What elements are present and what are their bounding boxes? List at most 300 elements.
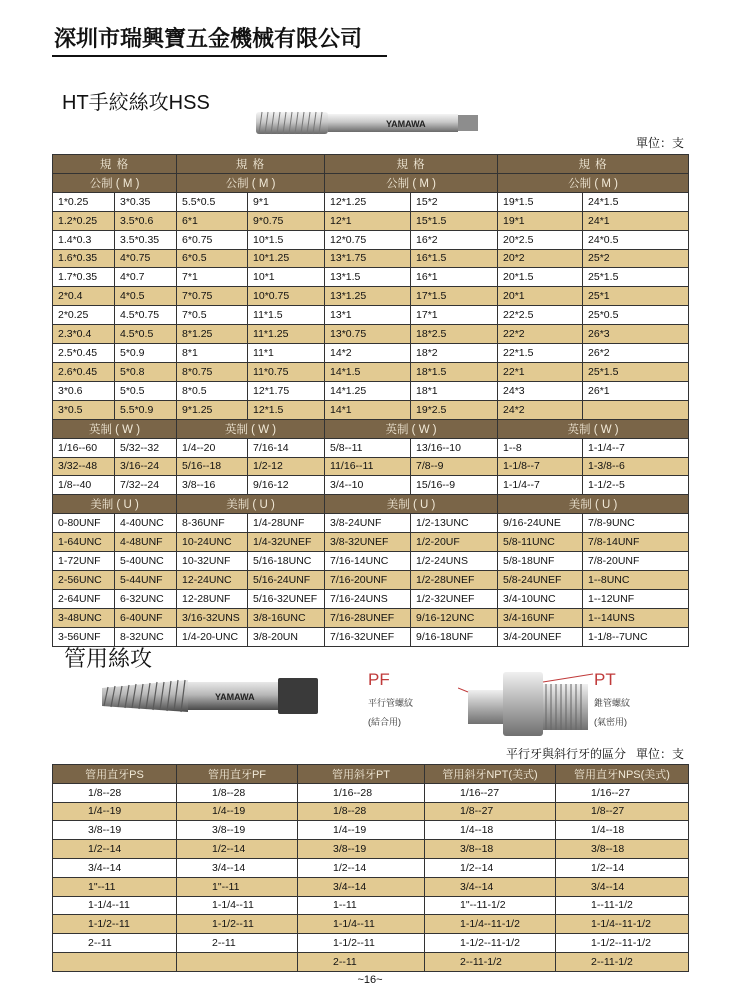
table-cell: 22*2 [498, 325, 583, 344]
table-cell: 1.4*0.3 [53, 230, 115, 249]
table-cell: 3/16--24 [115, 457, 177, 476]
table-cell: 4-40UNC [115, 514, 177, 533]
table-row [53, 306, 689, 325]
table-cell: 5*0.9 [115, 344, 177, 363]
table-row [53, 287, 689, 306]
table-cell: 3/8-32UNEF [325, 533, 411, 552]
table-cell: 9*1.25 [177, 400, 248, 419]
header-row [53, 765, 689, 784]
table-cell: 3*0.35 [115, 192, 177, 211]
table-cell: 13*1.5 [325, 268, 411, 287]
table-cell: 5/8-24UNEF [498, 570, 583, 589]
table-cell: 1-1/4--11 [177, 896, 298, 915]
table-cell: 13*1 [325, 306, 411, 325]
table-cell: 12*0.75 [325, 230, 411, 249]
table-cell: 1/4-32UNEF [248, 533, 325, 552]
table-cell: 22*2.5 [498, 306, 583, 325]
column-header: 英制 ( W ) [53, 419, 177, 438]
table-cell: 11*1 [248, 344, 325, 363]
table-cell: 16*1 [411, 268, 498, 287]
table-cell: 14*1.5 [325, 362, 411, 381]
table-cell: 2*0.4 [53, 287, 115, 306]
table-cell: 1-1/4--11-1/2 [556, 915, 689, 934]
thread-difference-caption [506, 745, 684, 762]
table-cell: 3/8--18 [425, 840, 556, 859]
table-cell: 1/8--28 [298, 802, 425, 821]
table-cell: 3/4--14 [556, 877, 689, 896]
table-cell: 1-64UNC [53, 533, 115, 552]
table-cell: 1/2-24UNS [411, 552, 498, 571]
table-row [53, 381, 689, 400]
table-cell: 4*0.5 [115, 287, 177, 306]
table-cell: 3*0.6 [53, 381, 115, 400]
table-cell: 10*1.25 [248, 249, 325, 268]
pt-sub-label: 錐管螺紋 [594, 698, 631, 708]
table-cell: 5/8-11UNC [498, 533, 583, 552]
table-cell: 7/16-28UNEF [325, 608, 411, 627]
table-cell: 18*2.5 [411, 325, 498, 344]
table-row [53, 192, 689, 211]
table-cell: 8*1 [177, 344, 248, 363]
table-row [53, 934, 689, 953]
column-header: 規 格 [325, 155, 498, 174]
table-cell: 1-1/4--11 [298, 915, 425, 934]
table-cell: 2--11 [53, 934, 177, 953]
table-cell: 25*1 [583, 287, 689, 306]
table-cell: 3/8--18 [556, 840, 689, 859]
table-cell: 17*1 [411, 306, 498, 325]
table-cell: 1--8 [498, 438, 583, 457]
table-cell: 14*1 [325, 400, 411, 419]
table-cell: 1/4--19 [53, 802, 177, 821]
table-cell: 1/8--28 [177, 783, 298, 802]
table-cell: 3*0.5 [53, 400, 115, 419]
table-cell: 2--11 [177, 934, 298, 953]
table-cell: 5.5*0.5 [177, 192, 248, 211]
table-cell: 19*2.5 [411, 400, 498, 419]
table-cell: 1/4--20 [177, 438, 248, 457]
table-cell: 1/4--18 [556, 821, 689, 840]
table-row [53, 230, 689, 249]
table-cell: 7/16-24UNS [325, 589, 411, 608]
table-cell: 24*2 [498, 400, 583, 419]
table-cell [177, 952, 298, 971]
table-cell: 10*0.75 [248, 287, 325, 306]
table-row [53, 476, 689, 495]
page-number: ~16~ [357, 974, 383, 986]
header-row [53, 419, 689, 438]
column-header: 規 格 [53, 155, 177, 174]
table-cell: 3.5*0.6 [115, 211, 177, 230]
table-cell: 4.5*0.5 [115, 325, 177, 344]
table-row [53, 877, 689, 896]
table-cell: 3/4--14 [53, 858, 177, 877]
table-cell: 12*1.75 [248, 381, 325, 400]
table-row [53, 802, 689, 821]
difference-label: 平行牙與斜行牙的區分 [505, 747, 626, 761]
table-cell: 7/8--9 [411, 457, 498, 476]
table-row [53, 514, 689, 533]
table-cell: 1-1/2--5 [583, 476, 689, 495]
table-row [53, 915, 689, 934]
table-cell: 1-1/2--11 [298, 934, 425, 953]
section-title-pipe-tap: 管用絲攻 [64, 646, 153, 671]
table-cell: 7/16-32UNEF [325, 627, 411, 646]
table-cell: 1/16--60 [53, 438, 115, 457]
table-cell: 0-80UNF [53, 514, 115, 533]
table-cell: 3/8--19 [53, 821, 177, 840]
table-cell: 10-32UNF [177, 552, 248, 571]
table-cell: 2-64UNF [53, 589, 115, 608]
table-cell: 1*0.25 [53, 192, 115, 211]
pipe-tap-brand-text: YAMAWA [215, 692, 255, 702]
table-cell: 1/2-13UNC [411, 514, 498, 533]
table-cell: 3/8-20UN [248, 627, 325, 646]
table-row [53, 400, 689, 419]
table-row [53, 268, 689, 287]
table-cell: 1/4--18 [425, 821, 556, 840]
pt-callout [594, 670, 684, 740]
column-header: 美制 ( U ) [498, 495, 689, 514]
table-cell: 2--11-1/2 [556, 952, 689, 971]
table-cell: 5*0.8 [115, 362, 177, 381]
table-cell: 19*1.5 [498, 192, 583, 211]
table-cell: 26*2 [583, 344, 689, 363]
table-cell: 1-1/2--11 [53, 915, 177, 934]
table-cell: 3/4-16UNF [498, 608, 583, 627]
column-header: 公制 ( M ) [177, 173, 325, 192]
table-cell: 3/4-20UNEF [498, 627, 583, 646]
table-cell: 20*2.5 [498, 230, 583, 249]
table-cell: 3/8--19 [298, 840, 425, 859]
table-cell: 3/32--48 [53, 457, 115, 476]
table-cell: 10-24UNC [177, 533, 248, 552]
table-row [53, 211, 689, 230]
table-cell: 20*1.5 [498, 268, 583, 287]
hand-tap-image [254, 100, 480, 146]
table-cell: 5/8-18UNF [498, 552, 583, 571]
table-cell: 7/8-9UNC [583, 514, 689, 533]
pt-label: PT [594, 670, 616, 689]
table-cell: 2.6*0.45 [53, 362, 115, 381]
table-cell: 1/4-28UNF [248, 514, 325, 533]
table-cell: 24*0.5 [583, 230, 689, 249]
pf-sub-label: 平行管螺紋 [368, 698, 414, 708]
table-cell: 16*2 [411, 230, 498, 249]
table-cell: 6*0.75 [177, 230, 248, 249]
table-cell: 5-40UNC [115, 552, 177, 571]
table-cell: 3/4-10UNC [498, 589, 583, 608]
table-cell: 13*1.25 [325, 287, 411, 306]
table-cell: 3/8--19 [177, 821, 298, 840]
table-cell: 25*1.5 [583, 268, 689, 287]
table-cell: 18*1.5 [411, 362, 498, 381]
table-row [53, 362, 689, 381]
table-cell: 1/2-32UNEF [411, 589, 498, 608]
table-cell: 8-36UNF [177, 514, 248, 533]
table-cell: 1/4--19 [177, 802, 298, 821]
table-row [53, 457, 689, 476]
table-cell: 8*0.75 [177, 362, 248, 381]
table-cell: 1"--11-1/2 [425, 896, 556, 915]
table-cell: 3/4--14 [177, 858, 298, 877]
table-cell: 4.5*0.75 [115, 306, 177, 325]
table-cell: 12*1 [325, 211, 411, 230]
table-cell: 3/4--14 [425, 877, 556, 896]
table-row [53, 325, 689, 344]
header-row [53, 495, 689, 514]
table-cell: 3.5*0.35 [115, 230, 177, 249]
table-cell: 1/2-12 [248, 457, 325, 476]
table-cell: 5/8--11 [325, 438, 411, 457]
table-cell: 1/2--14 [53, 840, 177, 859]
table-cell: 1/8--28 [53, 783, 177, 802]
table-cell: 1-3/8--6 [583, 457, 689, 476]
table-cell: 7*0.75 [177, 287, 248, 306]
column-header: 規 格 [177, 155, 325, 174]
table-cell: 1-1/8--7UNC [583, 627, 689, 646]
table-row [53, 952, 689, 971]
table-cell: 1/16--27 [425, 783, 556, 802]
table-cell: 3-48UNC [53, 608, 115, 627]
table-cell: 1-1/8--7 [498, 457, 583, 476]
column-header: 管用斜牙NPT(美式) [425, 765, 556, 784]
table-cell: 7/8-14UNF [583, 533, 689, 552]
table-cell: 5/16-18UNC [248, 552, 325, 571]
table-cell [53, 952, 177, 971]
table-cell: 24*3 [498, 381, 583, 400]
table-cell: 1-1/4--7 [498, 476, 583, 495]
table-cell: 4*0.75 [115, 249, 177, 268]
table-cell: 3/16-32UNS [177, 608, 248, 627]
table-row [53, 552, 689, 571]
table-cell: 6-40UNF [115, 608, 177, 627]
table-cell: 1.6*0.35 [53, 249, 115, 268]
column-header: 公制 ( M ) [498, 173, 689, 192]
table-cell: 14*2 [325, 344, 411, 363]
table-cell: 7/8-20UNF [583, 552, 689, 571]
table-cell: 26*1 [583, 381, 689, 400]
table-cell: 9/16-12UNC [411, 608, 498, 627]
table-cell: 22*1 [498, 362, 583, 381]
table-row [53, 858, 689, 877]
table-cell: 3/4--14 [298, 877, 425, 896]
table-row [53, 570, 689, 589]
table-cell: 1"--11 [177, 877, 298, 896]
column-header: 管用直牙NPS(美式) [556, 765, 689, 784]
table-row [53, 438, 689, 457]
table-cell: 2.3*0.4 [53, 325, 115, 344]
table-cell: 19*1 [498, 211, 583, 230]
table-cell: 7*1 [177, 268, 248, 287]
unit-label-2: 單位：支 [635, 747, 684, 761]
table-cell: 1--12UNF [583, 589, 689, 608]
table-cell [583, 400, 689, 419]
table-cell: 1/2--14 [177, 840, 298, 859]
table-cell: 13/16--10 [411, 438, 498, 457]
table-cell: 9/16-12 [248, 476, 325, 495]
table-cell: 1.2*0.25 [53, 211, 115, 230]
table-cell: 1.7*0.35 [53, 268, 115, 287]
table-cell: 10*1.5 [248, 230, 325, 249]
table-cell: 11/16--11 [325, 457, 411, 476]
table-cell: 2.5*0.45 [53, 344, 115, 363]
table-row [53, 896, 689, 915]
column-header: 英制 ( W ) [177, 419, 325, 438]
table-cell: 1/2--14 [298, 858, 425, 877]
pipe-thread-table [52, 764, 689, 972]
column-header: 管用直牙PS [53, 765, 177, 784]
pipe-fitting-image [458, 660, 598, 740]
table-cell: 8*1.25 [177, 325, 248, 344]
table-cell: 7/16-20UNF [325, 570, 411, 589]
header-row [53, 173, 689, 192]
table-cell: 1/2--14 [556, 858, 689, 877]
table-row [53, 533, 689, 552]
column-header: 美制 ( U ) [177, 495, 325, 514]
table-cell: 13*0.75 [325, 325, 411, 344]
table-cell: 3/8--16 [177, 476, 248, 495]
table-cell: 1-1/4--7 [583, 438, 689, 457]
table-cell: 26*3 [583, 325, 689, 344]
table-cell: 9*1 [248, 192, 325, 211]
column-header: 公制 ( M ) [325, 173, 498, 192]
table-cell: 5/32--32 [115, 438, 177, 457]
table-cell: 1/4--19 [298, 821, 425, 840]
table-cell: 5.5*0.9 [115, 400, 177, 419]
unit-label: 單位：支 [635, 136, 684, 150]
column-header: 美制 ( U ) [325, 495, 498, 514]
table-row [53, 840, 689, 859]
table-cell: 9*0.75 [248, 211, 325, 230]
table-cell: 15/16--9 [411, 476, 498, 495]
table-cell: 12-24UNC [177, 570, 248, 589]
table-row [53, 783, 689, 802]
column-header: 管用斜牙PT [298, 765, 425, 784]
company-underline [52, 55, 387, 57]
table-cell: 3/4--10 [325, 476, 411, 495]
table-cell: 6-32UNC [115, 589, 177, 608]
table-cell: 17*1.5 [411, 287, 498, 306]
table-cell: 1-72UNF [53, 552, 115, 571]
table-cell: 11*0.75 [248, 362, 325, 381]
table-cell: 3-56UNF [53, 627, 115, 646]
table-cell: 9/16-24UNE [498, 514, 583, 533]
table-cell: 2--11-1/2 [425, 952, 556, 971]
company-name: 深圳市瑞興寶五金機械有限公司 [54, 26, 363, 51]
column-header: 規 格 [498, 155, 689, 174]
table-row [53, 821, 689, 840]
table-cell: 1/8--27 [425, 802, 556, 821]
pipe-tap-image [98, 666, 323, 726]
table-cell: 7/16-14UNC [325, 552, 411, 571]
table-cell: 18*1 [411, 381, 498, 400]
table-cell: 12-28UNF [177, 589, 248, 608]
table-cell: 5*0.5 [115, 381, 177, 400]
table-cell: 20*2 [498, 249, 583, 268]
table-cell: 25*1.5 [583, 362, 689, 381]
table-cell: 5-44UNF [115, 570, 177, 589]
table-cell: 16*1.5 [411, 249, 498, 268]
table-cell: 1/8--40 [53, 476, 115, 495]
table-cell: 4*0.7 [115, 268, 177, 287]
table-cell: 1"--11 [53, 877, 177, 896]
table-cell: 1/16--27 [556, 783, 689, 802]
table-cell: 2-56UNC [53, 570, 115, 589]
table-row [53, 344, 689, 363]
column-header: 公制 ( M ) [53, 173, 177, 192]
thread-spec-table [52, 154, 689, 647]
table-cell: 12*1.25 [325, 192, 411, 211]
table-cell: 1-1/2--11-1/2 [556, 934, 689, 953]
table-cell: 1--11 [298, 896, 425, 915]
table-cell: 5/16--18 [177, 457, 248, 476]
table-cell: 11*1.25 [248, 325, 325, 344]
table-cell: 1/2--14 [425, 858, 556, 877]
table-cell: 1/16--28 [298, 783, 425, 802]
pt-sub-note: (氣密用) [594, 717, 627, 727]
column-header: 英制 ( W ) [325, 419, 498, 438]
table-cell: 4-48UNF [115, 533, 177, 552]
table-cell: 1/8--27 [556, 802, 689, 821]
table-cell: 1-1/2--11-1/2 [425, 934, 556, 953]
table-row [53, 608, 689, 627]
table-cell: 11*1.5 [248, 306, 325, 325]
table-cell: 1-1/2--11 [177, 915, 298, 934]
table-cell: 24*1 [583, 211, 689, 230]
table-cell: 1--11-1/2 [556, 896, 689, 915]
pf-sub-note: (結合用) [368, 717, 401, 727]
column-header: 管用直牙PF [177, 765, 298, 784]
column-header: 英制 ( W ) [498, 419, 689, 438]
table-cell: 3/8-24UNF [325, 514, 411, 533]
table-cell: 5/16-24UNF [248, 570, 325, 589]
table-cell: 7/32--24 [115, 476, 177, 495]
table-cell: 15*1.5 [411, 211, 498, 230]
table-cell: 24*1.5 [583, 192, 689, 211]
table-cell: 1-1/4--11-1/2 [425, 915, 556, 934]
table-cell: 9/16-18UNF [411, 627, 498, 646]
table-cell: 20*1 [498, 287, 583, 306]
table-row [53, 589, 689, 608]
table-cell: 8-32UNC [115, 627, 177, 646]
column-header: 美制 ( U ) [53, 495, 177, 514]
table-cell: 14*1.25 [325, 381, 411, 400]
table-cell: 22*1.5 [498, 344, 583, 363]
table-cell: 10*1 [248, 268, 325, 287]
table-cell: 1--14UNS [583, 608, 689, 627]
table-cell: 25*2 [583, 249, 689, 268]
table-cell: 18*2 [411, 344, 498, 363]
table-cell: 6*0.5 [177, 249, 248, 268]
table-cell: 7/16-14 [248, 438, 325, 457]
table-row [53, 249, 689, 268]
pf-label: PF [368, 670, 390, 689]
table-cell: 3/8-16UNC [248, 608, 325, 627]
table-cell: 25*0.5 [583, 306, 689, 325]
table-cell: 1/2-28UNEF [411, 570, 498, 589]
table-cell: 15*2 [411, 192, 498, 211]
table-cell: 1/4-20-UNC [177, 627, 248, 646]
table-cell: 13*1.75 [325, 249, 411, 268]
section-title-ht-tap: HT手絞絲攻HSS [62, 92, 210, 114]
table-cell: 8*0.5 [177, 381, 248, 400]
pf-callout [368, 670, 468, 740]
header-row [53, 155, 689, 174]
table-cell: 6*1 [177, 211, 248, 230]
table-cell: 7*0.5 [177, 306, 248, 325]
table-cell: 1-1/4--11 [53, 896, 177, 915]
